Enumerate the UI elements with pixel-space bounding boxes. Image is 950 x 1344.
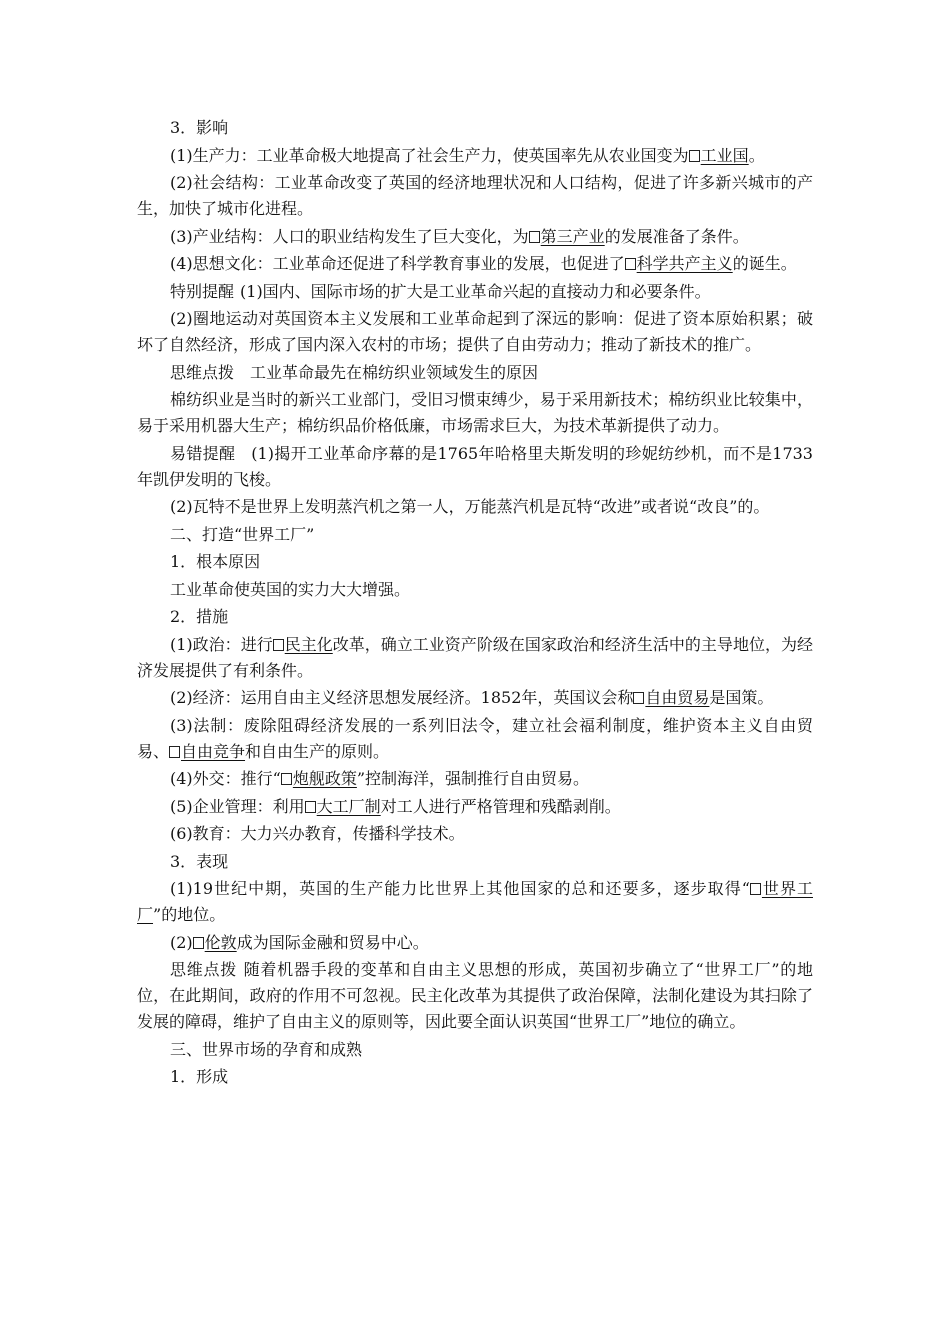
checkbox-icon <box>305 801 316 813</box>
document-content <box>137 115 813 1092</box>
paragraph: (4)思想文化：工业革命还促进了科学教育事业的发展，也促进了 科学共产主义的诞生。 <box>170 254 797 273</box>
paragraph: (4)外交：推行“ 炮舰政策”控制海洋，强制推行自由贸易。 <box>170 769 590 788</box>
fill-blank-answer: 科学共产主义 <box>625 254 733 273</box>
paragraph: (2)社会结构：工业革命改变了英国的经济地理状况和人口结构，促进了许多新兴城市的产生，加快了城市化进程。 <box>137 173 813 218</box>
fill-blank-answer: 世界工厂 <box>137 879 813 924</box>
paragraph: (1)19世纪中期，英国的生产能力比世界上其他国家的总和还要多，逐步取得“ 世界工厂”的地位。 <box>137 879 813 924</box>
paragraph: (2)瓦特不是世界上发明蒸汽机之第一人，万能蒸汽机是瓦特“改进”或者说“改良”的。 <box>170 497 770 516</box>
tip-paragraph: 思维点拨 工业革命最先在棉纺织业领域发生的原因 <box>170 362 539 382</box>
fill-blank-answer: 大工厂制 <box>305 797 381 816</box>
checkbox-icon <box>193 937 204 949</box>
fill-blank-answer: 民主化 <box>273 635 333 654</box>
paragraph: (2) 伦敦成为国际金融和贸易中心。 <box>170 932 429 952</box>
tip-label: 易错提醒 <box>170 443 236 463</box>
checkbox-icon <box>281 773 292 785</box>
tip-label: 思维点拨 <box>170 960 237 979</box>
subsection-heading: 3．表现 <box>170 851 229 871</box>
paragraph: (2)经济：运用自由主义经济思想发展经济。1852年，英国议会称 自由贸易是国策。 <box>170 688 774 707</box>
fill-blank-answer: 工业国 <box>689 146 749 165</box>
paragraph: 棉纺织业是当时的新兴工业部门，受旧习惯束缚少，易于采用新技术；棉纺织业比较集中，易于采用机器大生产；棉纺织品价格低廉，市场需求巨大，为技术革新提供了动力。 <box>137 390 813 435</box>
paragraph: (3)法制：废除阻碍经济发展的一系列旧法令，建立社会福利制度，维护资本主义自由贸易、 自由竞争和自由生产的原则。 <box>137 715 813 761</box>
paragraph: (1)政治：进行 民主化改革，确立工业资产阶级在国家政治和经济生活中的主导地位，为经济发展提供了有利条件。 <box>137 634 813 680</box>
paragraph: (3)产业结构：人口的职业结构发生了巨大变化，为 第三产业的发展准备了条件。 <box>170 226 749 246</box>
checkbox-icon <box>529 231 540 243</box>
tip-paragraph: 思维点拨 随着机器手段的变革和自由主义思想的形成，英国初步确立了“世界工厂”的地位，在此期间，政府的作用不可忽视。民主化改革为其提供了政治保障，法制化建设为其扫除了发展的障碍，维护了自由主义的原则等，因此要全面认识英国“世界工厂”地位的确立。 <box>137 960 813 1031</box>
checkbox-icon <box>625 258 636 270</box>
paragraph: (6)教育：大力兴办教育，传播科学技术。 <box>170 824 465 843</box>
tip-paragraph: 特别提醒 (1)国内、国际市场的扩大是工业革命兴起的直接动力和必要条件。 <box>170 281 711 301</box>
checkbox-icon <box>633 692 644 704</box>
tip-label: 思维点拨 <box>170 362 235 382</box>
subsection-heading: 1．根本原因 <box>170 552 261 571</box>
fill-blank-answer: 炮舰政策 <box>281 769 357 788</box>
tip-paragraph: 易错提醒 (1)揭开工业革命序幕的是1765年哈格里夫斯发明的珍妮纺纱机，而不是1733年凯伊发明的飞梭。 <box>137 443 813 489</box>
section-heading: 3．影响 <box>170 118 229 137</box>
subsection-heading: 1．形成 <box>170 1067 229 1086</box>
fill-blank-answer: 自由贸易 <box>633 688 709 707</box>
paragraph: (5)企业管理：利用 大工厂制对工人进行严格管理和残酷剥削。 <box>170 796 621 816</box>
paragraph: 工业革命使英国的实力大大增强。 <box>170 579 411 599</box>
paragraph: (2)圈地运动对英国资本主义发展和工业革命起到了深远的影响：促进了资本原始积累；破坏了自然经济，形成了国内深入农村的市场；提供了自由劳动力；推动了新技术的推广。 <box>137 309 813 354</box>
checkbox-icon <box>689 150 700 162</box>
tip-label: 特别提醒 <box>170 281 235 301</box>
paragraph: (1)生产力：工业革命极大地提高了社会生产力，使英国率先从农业国变为 工业国。 <box>170 145 765 165</box>
checkbox-icon <box>750 883 761 895</box>
checkbox-icon <box>273 639 284 651</box>
section-heading: 二、打造“世界工厂” <box>170 524 315 544</box>
fill-blank-answer: 自由竞争 <box>169 742 245 761</box>
section-heading: 三、世界市场的孕育和成熟 <box>170 1039 363 1059</box>
subsection-heading: 2．措施 <box>170 607 229 626</box>
checkbox-icon <box>169 746 180 758</box>
fill-blank-answer: 第三产业 <box>529 227 605 246</box>
fill-blank-answer: 伦敦 <box>193 933 237 952</box>
